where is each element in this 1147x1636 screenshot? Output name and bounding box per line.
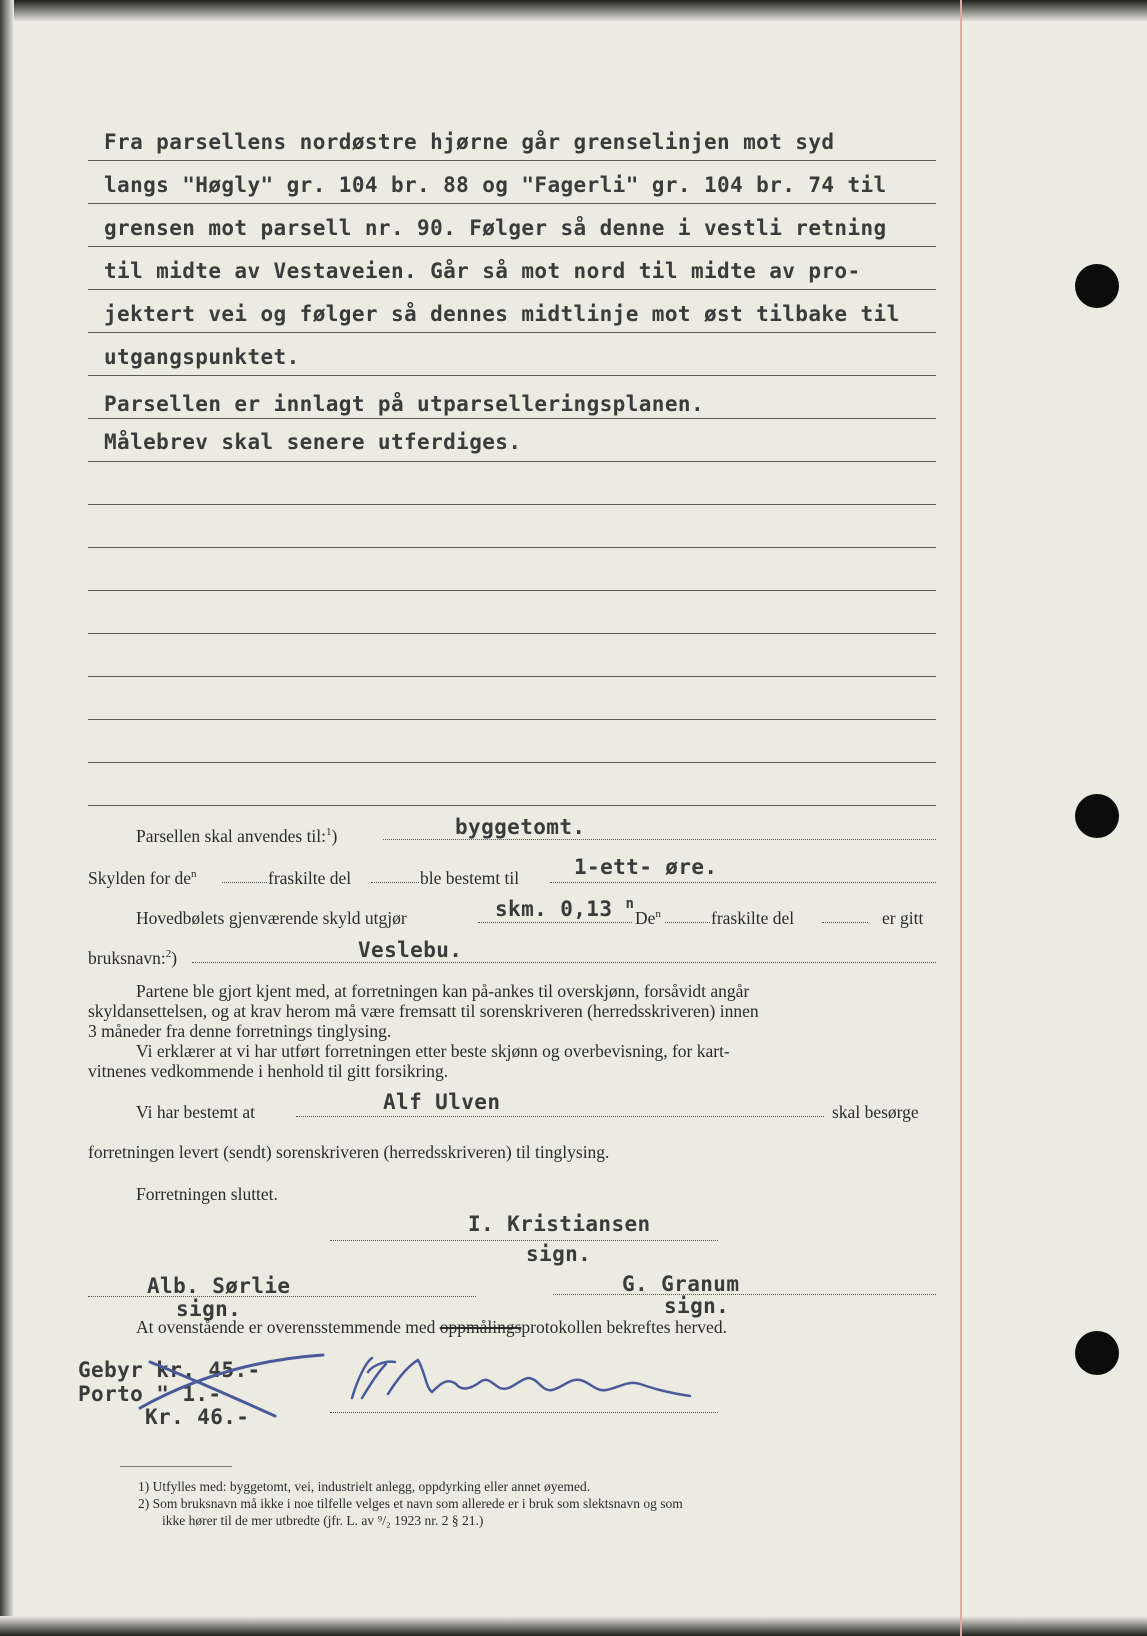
appeal-line: 3 måneder fra denne forretnings tinglysing.	[88, 1021, 392, 1041]
sluttet-line: Forretningen sluttet.	[136, 1184, 278, 1204]
skyld-label-c: ble bestemt til	[420, 868, 520, 888]
handwritten-signature	[352, 1358, 690, 1398]
body-line: grensen mot parsell nr. 90. Følger så denne i vestli retning	[104, 216, 887, 240]
footnote-2: 2) Som bruksnavn må ikke i noe tilfelle velges et navn som allerede er i bruk som slektsnavn og som	[138, 1496, 683, 1511]
skyld-label-a: Skylden for $de^n$	[88, 868, 197, 888]
fee-total: Kr. 46.-	[145, 1405, 250, 1429]
body-line: utgangspunktet.	[104, 345, 300, 369]
bestemt-suffix: skal besørge	[832, 1102, 919, 1122]
fee-porto: Porto " 1.-	[78, 1382, 222, 1406]
signature-left-sign: sign.	[176, 1297, 242, 1321]
fee-gebyr: Gebyr kr. 45.-	[78, 1358, 261, 1382]
appeal-line: skyldansettelsen, og at krav herom må være fremsatt til sorenskriveren (herredsskriveren) innen	[88, 1001, 759, 1021]
signature-center-sign: sign.	[526, 1242, 592, 1266]
bruksnavn-value: Veslebu.	[358, 938, 463, 962]
struck-word: oppmålings	[439, 1317, 522, 1337]
skyld-label-b: fraskilte del	[268, 868, 352, 888]
footnote-1: 1) Utfylles med: byggetomt, vei, industrielt anlegg, oppdyrking eller annet øyemed.	[138, 1479, 591, 1494]
footnote-rule	[120, 1466, 232, 1467]
appeal-line: Partene ble gjort kjent med, at forretningen kan på-ankes til overskjønn, forsåvidt angår	[136, 981, 750, 1001]
signature-right-sign: sign.	[664, 1294, 730, 1318]
usage-value: byggetomt.	[455, 815, 586, 839]
body-line: jektert vei og følger så dennes midtlinje mot øst tilbake til	[104, 302, 900, 326]
signature-right-name: G. Granum	[622, 1272, 740, 1296]
hoved-de: De$^n$	[635, 908, 661, 928]
hoved-gitt: er gitt	[882, 908, 924, 928]
signature-center-name: I. Kristiansen	[468, 1212, 651, 1236]
certification-line: At ovenstående er overensstemmende med oppmålingsprotokollen bekreftes herved.	[136, 1317, 727, 1337]
usage-label: Parsellen skal anvendes til:$^1$)	[136, 826, 338, 846]
fee-cross-mark	[140, 1355, 323, 1416]
signature-left-name: Alb. Sørlie	[147, 1274, 291, 1298]
body-line: Fra parsellens nordøstre hjørne går grenselinjen mot syd	[104, 130, 835, 154]
bestemt-label: Vi har bestemt at	[136, 1102, 255, 1122]
hoved-value: skm. 0,13 $^n$	[495, 896, 635, 921]
body-line: Målebrev skal senere utferdiges.	[104, 430, 522, 454]
body-line: Parsellen er innlagt på utparselleringsplanen.	[104, 392, 704, 416]
bruksnavn-label: bruksnavn:$^2$)	[88, 948, 178, 968]
body-line: langs "Høgly" gr. 104 br. 88 og "Fagerli" gr. 104 br. 74 til	[104, 173, 887, 197]
bestemt-value: Alf Ulven	[383, 1090, 501, 1114]
hoved-label: Hovedbølets gjenværende skyld utgjør	[136, 908, 407, 928]
declare-line: vitnenes vedkommende i henhold til gitt forsikring.	[88, 1061, 449, 1081]
footnote-2-cont: ikke hører til de mer utbredte (jfr. L. av ⁹/₂ 1923 nr. 2 § 21.)	[162, 1513, 484, 1528]
declare-line: Vi erklærer at vi har utført forretningen etter beste skjønn og overbevisning, for kart-	[136, 1041, 730, 1061]
skyld-value: 1-ett- øre.	[574, 855, 718, 879]
body-line: til midte av Vestaveien. Går så mot nord til midte av pro-	[104, 259, 861, 283]
levert-line: forretningen levert (sendt) sorenskriveren (herredsskriveren) til tinglysing.	[88, 1142, 610, 1162]
hoved-fraskilte: fraskilte del	[711, 908, 795, 928]
